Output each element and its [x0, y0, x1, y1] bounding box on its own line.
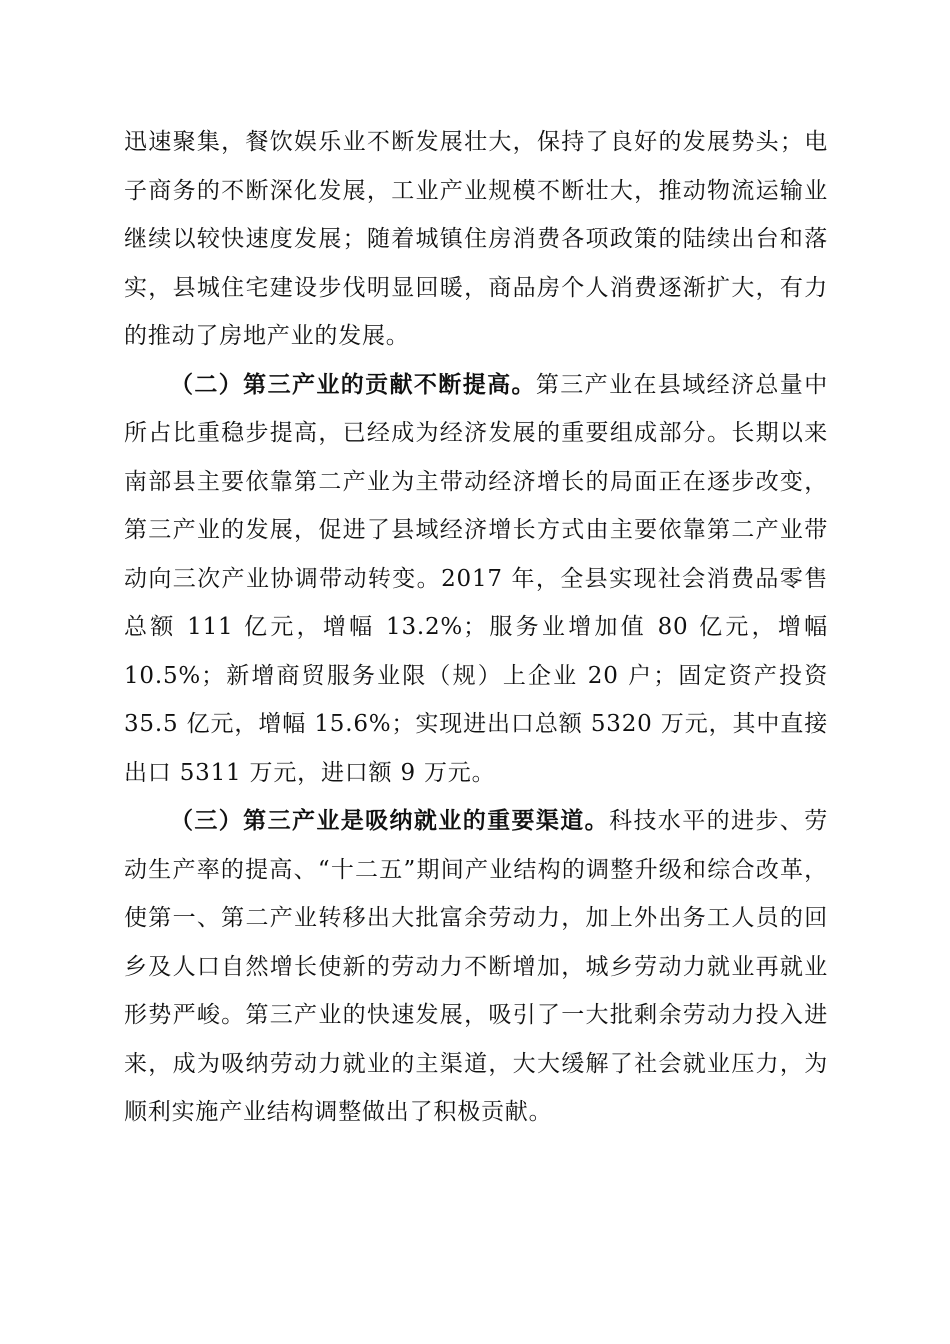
section-heading-contribution: （二）第三产业的贡献不断提高。: [170, 370, 536, 398]
paragraph-text: 科技水平的进步、劳动生产率的提高、“十二五”期间产业结构的调整升级和综合改革，使第一、第二产业转移出大批富余劳动力，加上外出务工人员的回乡及人口自然增长使新的劳动力不断增加，城乡劳动力就业再就业形势严峻。第三产业的快速发展，吸引了一大批剩余劳动力投入进来，成为吸纳劳动力就业的主渠道，大大缓解了社会就业压力，为顺利实施产业结构调整做出了积极贡献。: [124, 808, 828, 1125]
paragraph-text: 第三产业在县域经济总量中所占比重稳步提高，已经成为经济发展的重要组成部分。长期以来南部县主要依靠第二产业为主带动经济增长的局面正在逐步改变，第三产业的发展，促进了县域经济增长方式由主要依靠第二产业带动向三次产业协调带动转变。2017 年，全县实现社会消费品零售总额 111 亿元，增幅 13.2%；服务业增加值 80 亿元，增幅 10.5%；新增商贸服务业限（规）上企业 20 户；固定资产投资 35.5 亿元，增幅 15.6%；实现进出口总额 5320 万元，其中直接出口 5311 万元，进口额 9 万元。: [124, 371, 829, 786]
section-heading-employment: （三）第三产业是吸纳就业的重要渠道。: [170, 807, 610, 834]
paragraph-contribution: [124, 361, 828, 798]
paragraph-text: 迅速聚集，餐饮娱乐业不断发展壮大，保持了良好的发展势头；电子商务的不断深化发展，工业产业规模不断壮大，推动物流运输业继续以较快速度发展；随着城镇住房消费各项政策的陆续出台和落实，县城住宅建设步伐明显回暖，商品房个人消费逐渐扩大，有力的推动了房地产业的发展。: [124, 129, 828, 349]
document-body: [124, 118, 828, 1137]
paragraph-continuation: [124, 118, 828, 361]
paragraph-employment: [124, 797, 828, 1137]
